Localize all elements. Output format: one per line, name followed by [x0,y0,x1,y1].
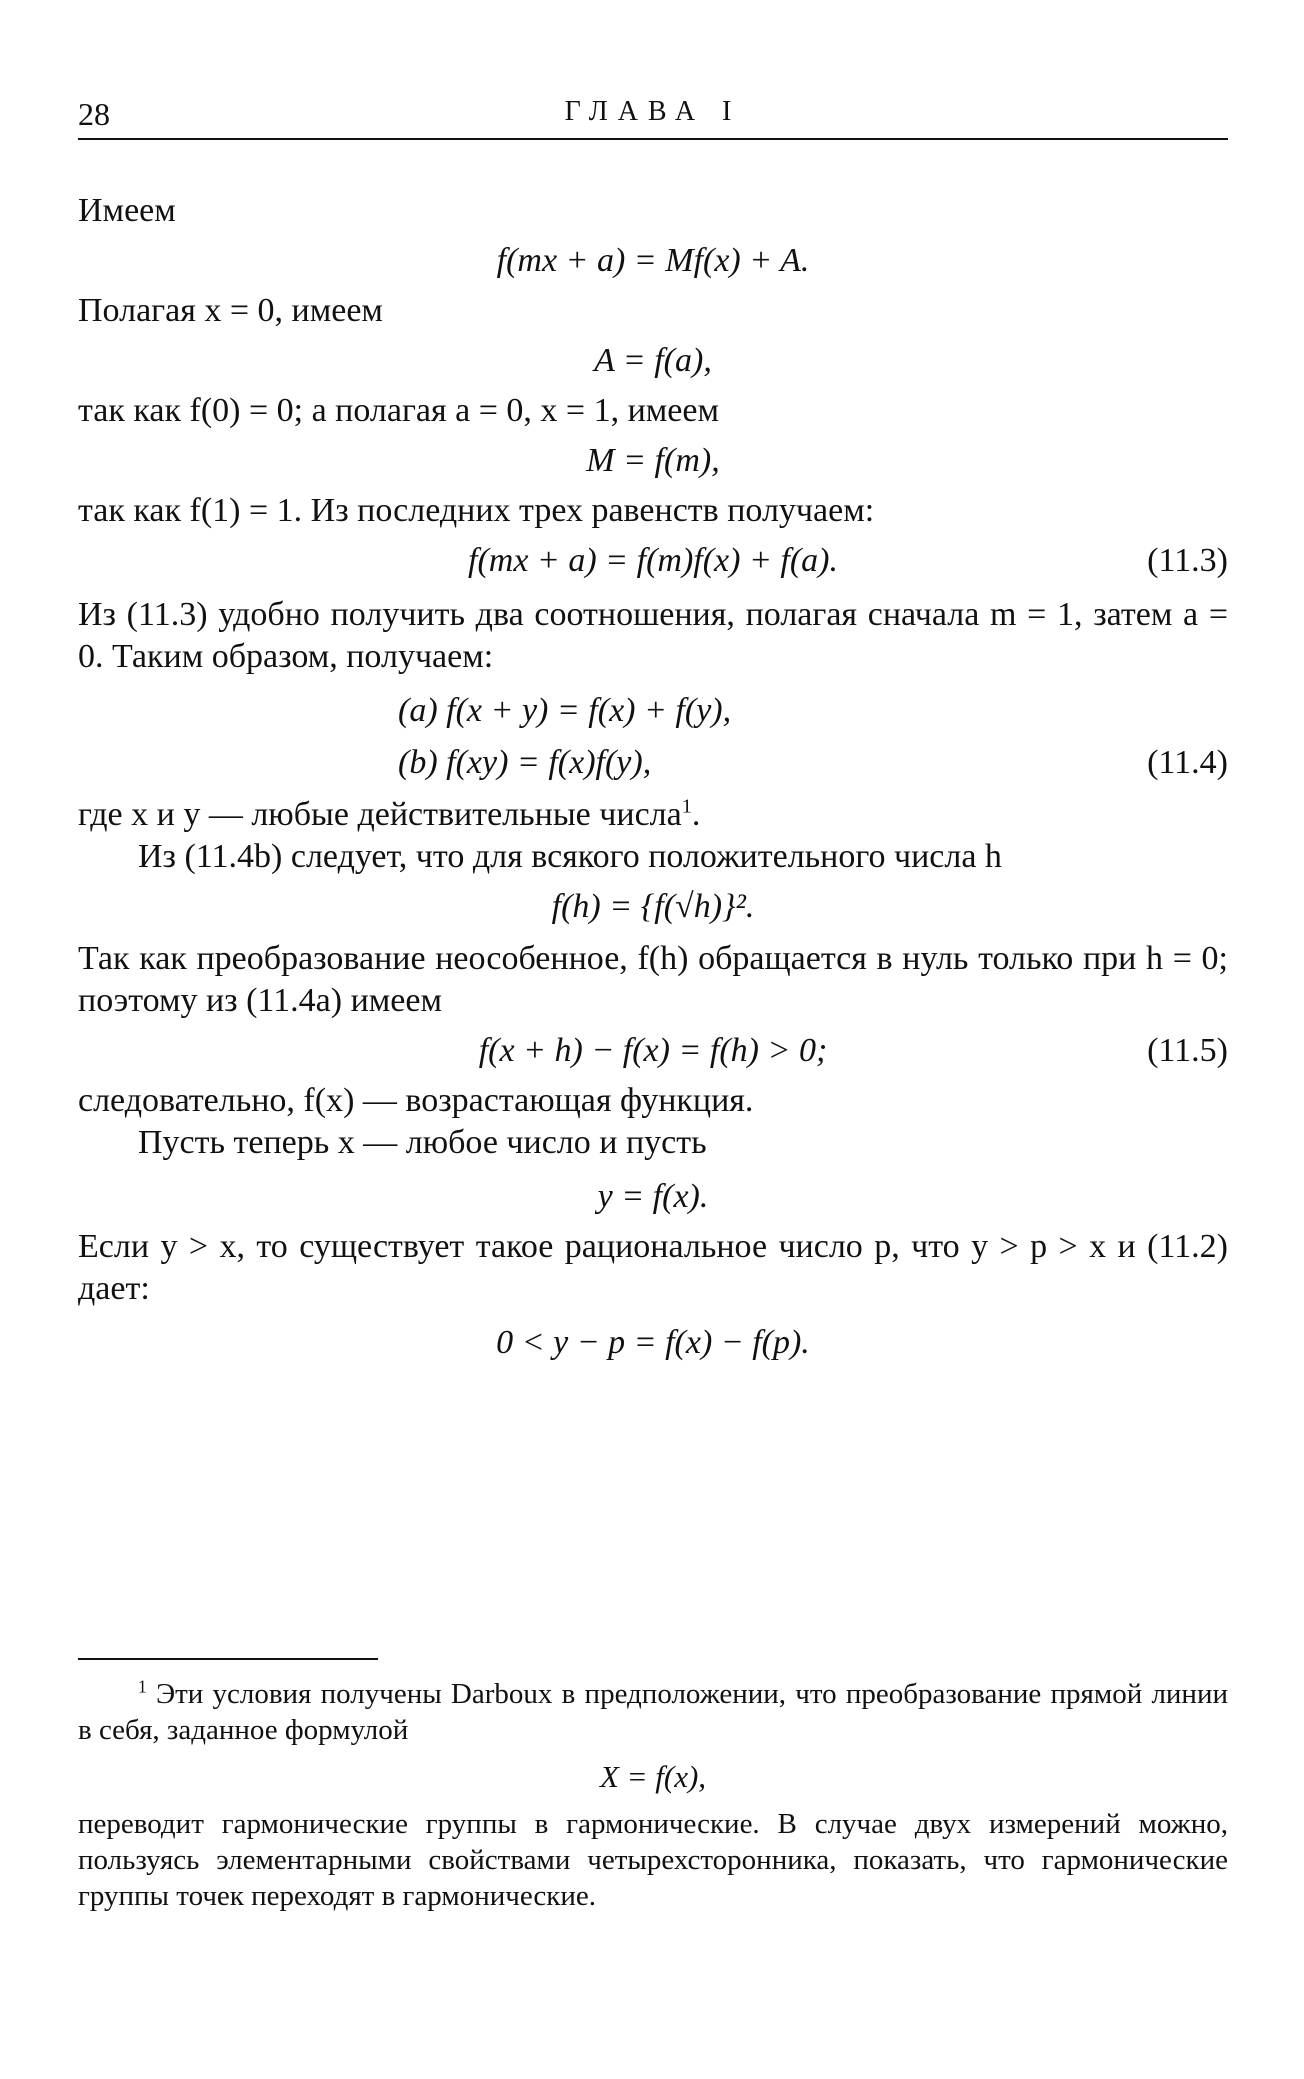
equation-11-5: f(x + h) − f(x) = f(h) > 0; (11.5) [78,1028,1228,1074]
equation: A = f(a), [594,342,712,379]
equation: f(mx + a) = Mf(x) + A. [496,242,810,279]
paragraph: Пусть теперь x — любое число и пусть [138,1124,707,1161]
equation: f(h) = {f(√h)}². [551,888,755,925]
footnote-text: $^1$ Эти условия получены Darboux в предположении, что преобразование прямой линии в себя, заданное формулой [78,1676,1228,1746]
footnote-marker: 1 [138,1676,147,1697]
footnote [78,1676,1228,1914]
footnote-text: переводит гармонические группы в гармонические. В случае двух измерений можно, пользуясь элементарными свойствами четырехсторонника, показать, что гармонические группы точек переходят в гармонические. [78,1808,1228,1912]
main-text [78,190,1228,1372]
equation-number: (11.5) [1147,1032,1228,1069]
paragraph: Из (11.4b) следует, что для всякого положительного числа h [138,838,1002,875]
paragraph: Из (11.3) удобно получить два соотношения, полагая сначала m = 1, затем a = 0. Таким образом, получаем: [78,596,1228,675]
paragraph: где x и y — любые действительные числа$^1$. [78,795,701,833]
footnote-equation: X = f(x), [599,1759,707,1794]
equation: y = f(x). [597,1178,709,1215]
header-rule [78,138,1228,140]
equation: 0 < y − p = f(x) − f(p). [496,1324,810,1361]
paragraph: так как f(1) = 1. Из последних трех равенств получаем: [78,492,875,529]
paragraph: Так как преобразование неособенное, f(h) обращается в нуль только при h = 0; поэтому из (11.4a) имеем [78,940,1228,1019]
paragraph: Имеем [78,192,176,229]
equation-number: (11.3) [1147,542,1228,579]
paragraph: следовательно, f(x) — возрастающая функция. [78,1082,754,1119]
chapter-title: ГЛАВА I [564,96,742,127]
footnote-marker: 1 [681,795,692,818]
paragraph: так как f(0) = 0; а полагая a = 0, x = 1, имеем [78,392,720,429]
equation-11-4a: (a) f(x + y) = f(x) + f(y), [398,692,732,729]
equation-11-4b: (b) f(xy) = f(x)f(y), (11.4) [78,740,1228,786]
paragraph: Полагая x = 0, имеем [78,292,383,329]
equation: M = f(m), [586,442,720,479]
footnote-rule [78,1658,378,1660]
running-head [78,96,1228,136]
page-number: 28 [78,96,110,132]
equation-11-3: f(mx + a) = f(m)f(x) + f(a). (11.3) [78,538,1228,584]
paragraph: Если y > x, то существует такое рациональное число p, что y > p > x и (11.2) дает: [78,1228,1228,1307]
equation-number: (11.4) [1147,744,1228,781]
